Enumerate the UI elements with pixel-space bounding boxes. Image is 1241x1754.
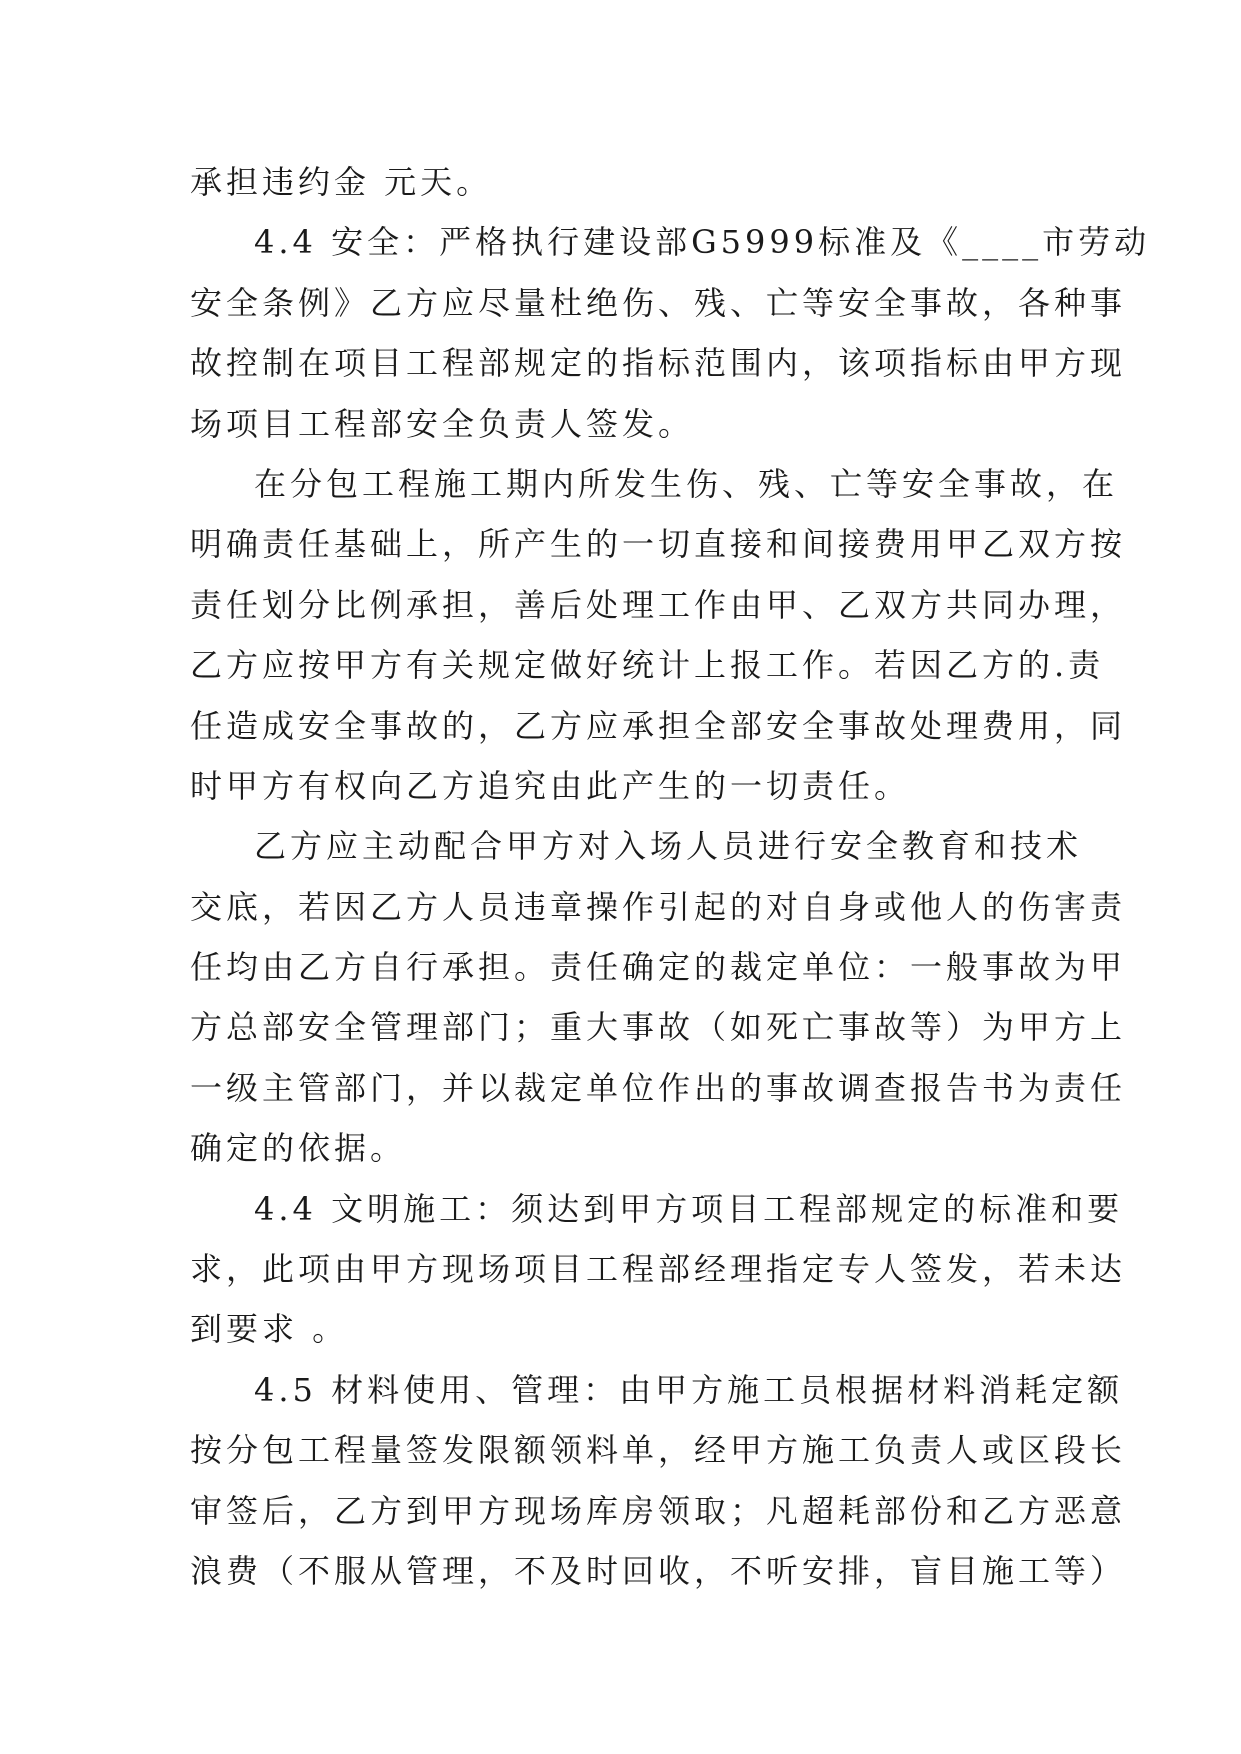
text-line: 到要求 。 [190,1310,349,1349]
text-line: 乙方应主动配合甲方对入场人员进行安全教育和技术 [254,827,1083,866]
text-line: 场项目工程部安全负责人签发。 [190,404,695,443]
text-line: 审签后，乙方到甲方现场库房领取；凡超耗部份和乙方恶意 [190,1491,1127,1530]
text-line: 按分包工程量签发限额领料单，经甲方施工负责人或区段长 [190,1431,1127,1470]
text-line: 时甲方有权向乙方追究由此产生的一切责任。 [190,766,911,805]
text-line: 承担违约金 元天。 [190,163,493,201]
text-line: 一级主管部门，并以裁定单位作出的事故调查报告书为责任 [190,1068,1127,1107]
text-line: 任均由乙方自行承担。责任确定的裁定单位：一般事故为甲 [190,948,1127,987]
text-line: 4.4 安全：严格执行建设部G5999标准及《____市劳动 [254,223,1151,262]
text-line: 确定的依据。 [190,1129,407,1168]
text-line: 求，此项由甲方现场项目工程部经理指定专人签发，若未达 [190,1250,1127,1289]
text-line: 方总部安全管理部门；重大事故（如死亡事故等）为甲方上 [190,1008,1127,1047]
text-line: 4.4 文明施工：须达到甲方项目工程部规定的标准和要 [254,1189,1124,1228]
text-line: 明确责任基础上，所产生的一切直接和间接费用甲乙双方按 [190,525,1127,564]
text-line: 浪费（不服从管理，不及时回收，不听安排，盲目施工等） [190,1551,1127,1590]
text-line: 责任划分比例承担，善后处理工作由甲、乙双方共同办理， [190,585,1127,624]
text-line: 安全条例》乙方应尽量杜绝伤、残、亡等安全事故，各种事 [190,283,1127,322]
text-line: 故控制在项目工程部规定的指标范围内，该项指标由甲方现 [190,344,1127,383]
text-line: 乙方应按甲方有关规定做好统计上报工作。若因乙方的.责 [190,646,1105,685]
text-line: 4.5 材料使用、管理：由甲方施工员根据材料消耗定额 [254,1370,1124,1409]
text-line: 在分包工程施工期内所发生伤、残、亡等安全事故，在 [254,464,1119,503]
text-line: 任造成安全事故的，乙方应承担全部安全事故处理费用，同 [190,706,1127,745]
document-body [190,152,1151,1601]
text-line: 交底，若因乙方人员违章操作引起的对自身或他人的伤害责 [190,887,1127,926]
